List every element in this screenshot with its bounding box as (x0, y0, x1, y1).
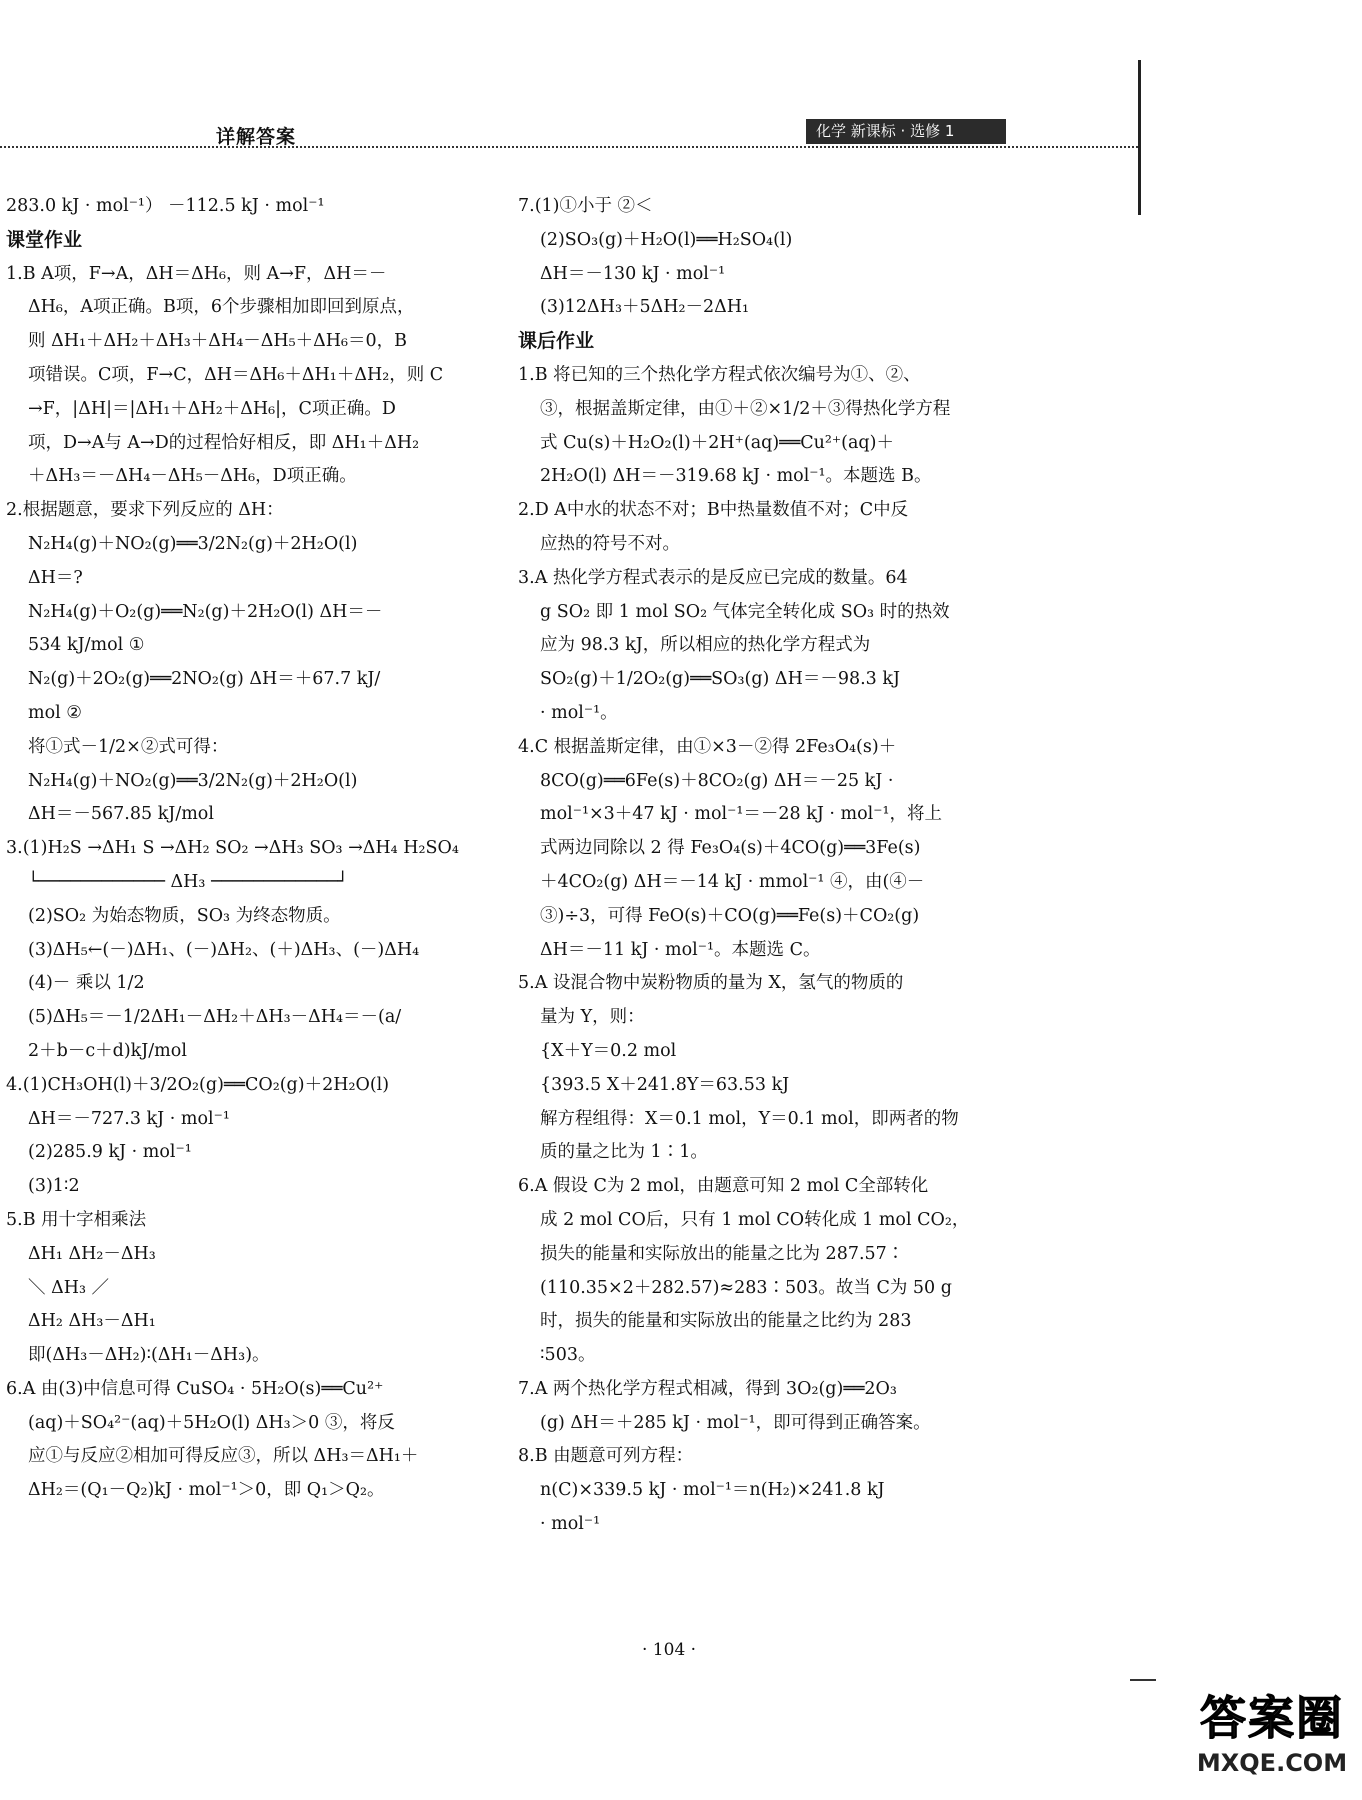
answer-line: 将①式－1/2×②式可得： (28, 736, 229, 757)
answer-line: (110.35×2＋282.57)≈283∶503。故当 C为 50 g (540, 1277, 952, 1298)
answer-line: 8CO(g)══6Fe(s)＋8CO₂(g) ΔH＝－25 kJ · (540, 770, 894, 791)
answer-line: 即(ΔH₃－ΔH₂)∶(ΔH₁－ΔH₃)。 (28, 1345, 270, 1366)
answer-line: 1.B A项，F→A，ΔH＝ΔH₆，则 A→F，ΔH＝－ (6, 263, 387, 284)
answer-line: (2)285.9 kJ · mol⁻¹ (28, 1142, 192, 1163)
answer-line: (3)ΔH₅←(－)ΔH₁、(－)ΔH₂、(＋)ΔH₃、(－)ΔH₄ (28, 939, 420, 960)
answer-line: N₂(g)＋2O₂(g)══2NO₂(g) ΔH＝＋67.7 kJ/ (28, 669, 381, 690)
answer-line: ΔH＝? (28, 567, 83, 588)
answer-line: 损失的能量和实际放出的能量之比为 287.57∶ (540, 1243, 905, 1264)
answer-line: SO₂(g)＋1/2O₂(g)══SO₃(g) ΔH＝－98.3 kJ (540, 669, 900, 690)
answer-line: 成 2 mol CO后，只有 1 mol CO转化成 1 mol CO₂， (540, 1209, 970, 1230)
answer-line: 应为 98.3 kJ，所以相应的热化学方程式为 (540, 635, 871, 656)
header-subject-tag: 化学 新课标 · 选修 1 (806, 119, 1006, 144)
answer-line: ∶503。 (540, 1345, 596, 1366)
answer-line: 应①与反应②相加可得反应③，所以 ΔH₃＝ΔH₁＋ (28, 1446, 419, 1467)
answer-line: 534 kJ/mol ① (28, 635, 145, 656)
answer-line: 时，损失的能量和实际放出的能量之比约为 283 (540, 1311, 912, 1332)
answer-line: 式 Cu(s)＋H₂O₂(l)＋2H⁺(aq)══Cu²⁺(aq)＋ (540, 432, 894, 453)
section-heading: 课堂作业 (6, 228, 83, 251)
answer-line: 8.B 由题意可列方程： (518, 1446, 694, 1467)
answer-line: 式两边同除以 2 得 Fe₃O₄(s)＋4CO(g)══3Fe(s) (540, 838, 921, 859)
answer-line: g SO₂ 即 1 mol SO₂ 气体完全转化成 SO₃ 时的热效 (540, 601, 950, 622)
left-column (6, 190, 496, 1508)
answer-line: 量为 Y，则： (540, 1007, 645, 1028)
answer-line: mol⁻¹×3＋47 kJ · mol⁻¹＝－28 kJ · mol⁻¹，将上 (540, 804, 943, 825)
answer-line: ΔH₆，A项正确。B项，6个步骤相加即回到原点， (28, 297, 415, 318)
answer-line: →F，|ΔH|＝|ΔH₁＋ΔH₂＋ΔH₆|，C项正确。D (28, 398, 396, 419)
answer-line: mol ② (28, 702, 82, 723)
page-number: · 104 · (642, 1640, 697, 1660)
answer-line: · mol⁻¹。 (540, 702, 618, 723)
answer-line: ΔH＝－567.85 kJ/mol (28, 804, 214, 825)
answer-line: ＋ΔH₃＝－ΔH₄－ΔH₅－ΔH₆，D项正确。 (28, 466, 357, 487)
answer-line: ③)÷3，可得 FeO(s)＋CO(g)══Fe(s)＋CO₂(g) (540, 905, 920, 926)
margin-rule (1138, 60, 1141, 215)
answer-line: (3)1∶2 (28, 1176, 80, 1197)
answer-line: 项，D→A与 A→D的过程恰好相反，即 ΔH₁＋ΔH₂ (28, 432, 420, 453)
answer-line: ＼ ΔH₃ ／ (28, 1277, 110, 1298)
watermark-logo-text: 答案圈 (1200, 1691, 1344, 1745)
answer-line: (4)－ 乘以 1/2 (28, 973, 145, 994)
answer-line: (g) ΔH＝＋285 kJ · mol⁻¹，即可得到正确答案。 (540, 1412, 931, 1433)
answer-line: 7.(1)①小于 ②＜ (518, 196, 653, 216)
answer-line: ΔH＝－11 kJ · mol⁻¹。本题选 C。 (540, 939, 821, 960)
answer-line: 质的量之比为 1∶1。 (540, 1142, 708, 1163)
answer-line: (5)ΔH₅＝－1/2ΔH₁－ΔH₂＋ΔH₃－ΔH₄＝－(a/ (28, 1007, 402, 1028)
answer-line: 5.A 设混合物中炭粉物质的量为 X，氢气的物质的 (518, 973, 904, 994)
answer-line: 项错误。C项，F→C，ΔH＝ΔH₆＋ΔH₁＋ΔH₂，则 C (28, 364, 444, 385)
answer-line: 2H₂O(l) ΔH＝－319.68 kJ · mol⁻¹。本题选 B。 (540, 466, 932, 487)
answer-line: 4.(1)CH₃OH(l)＋3/2O₂(g)══CO₂(g)＋2H₂O(l) (6, 1074, 390, 1095)
answer-line: 3.A 热化学方程式表示的是反应已完成的数量。64 (518, 567, 908, 588)
divider-mark (1130, 1679, 1156, 1681)
answer-line: 2＋b－c＋d)kJ/mol (28, 1040, 187, 1061)
answer-line: N₂H₄(g)＋NO₂(g)══3/2N₂(g)＋2H₂O(l) (28, 770, 358, 791)
answer-line: · mol⁻¹ (540, 1514, 601, 1535)
answer-line: N₂H₄(g)＋O₂(g)══N₂(g)＋2H₂O(l) ΔH＝－ (28, 601, 383, 622)
answer-line: n(C)×339.5 kJ · mol⁻¹＝n(H₂)×241.8 kJ (540, 1480, 885, 1501)
answer-line: ③，根据盖斯定律，由①＋②×1/2＋③得热化学方程 (540, 398, 951, 419)
answer-line: 3.(1)H₂S →ΔH₁ S →ΔH₂ SO₂ →ΔH₃ SO₃ →ΔH₄ H₂SO₄ (6, 838, 459, 859)
answer-line: 4.C 根据盖斯定律，由①×3－②得 2Fe₃O₄(s)＋ (518, 736, 897, 757)
answer-line: (aq)＋SO₄²⁻(aq)＋5H₂O(l) ΔH₃＞0 ③，将反 (28, 1412, 395, 1433)
answer-line: (2)SO₃(g)＋H₂O(l)══H₂SO₄(l) (540, 229, 793, 250)
answer-line: 7.A 两个热化学方程式相减，得到 3O₂(g)══2O₃ (518, 1378, 897, 1399)
header-title: 详解答案 (216, 126, 297, 148)
watermark-url: MXQE.COM (1196, 1749, 1348, 1777)
answer-line: ＋4CO₂(g) ΔH＝－14 kJ · mmol⁻¹ ④，由(④－ (540, 871, 925, 892)
answer-line: 2.D A中水的状态不对；B中热量数值不对；C中反 (518, 500, 909, 521)
answer-line: ΔH₁ ΔH₂－ΔH₃ (28, 1243, 156, 1264)
answer-line: ΔH＝－130 kJ · mol⁻¹ (540, 263, 726, 284)
answer-line: (3)12ΔH₃＋5ΔH₂－2ΔH₁ (540, 297, 750, 318)
header-divider (0, 146, 1138, 148)
answer-line: ΔH₂＝(Q₁－Q₂)kJ · mol⁻¹＞0，即 Q₁＞Q₂。 (28, 1480, 385, 1501)
answer-line: └──────────── ΔH₃ ────────────┘ (28, 871, 348, 892)
answer-line: 283.0 kJ · mol⁻¹） －112.5 kJ · mol⁻¹ (6, 196, 325, 216)
right-column (518, 190, 1013, 1542)
answer-line: 1.B 将已知的三个热化学方程式依次编号为①、②、 (518, 364, 921, 385)
answer-line: N₂H₄(g)＋NO₂(g)══3/2N₂(g)＋2H₂O(l) (28, 533, 358, 554)
answer-line: 应热的符号不对。 (540, 533, 680, 554)
answer-line: {X＋Y＝0.2 mol (540, 1040, 677, 1061)
watermark-logo (1190, 1690, 1354, 1794)
answer-line: 6.A 由(3)中信息可得 CuSO₄ · 5H₂O(s)══Cu²⁺ (6, 1378, 384, 1399)
answer-line: 2.根据题意，要求下列反应的 ΔH： (6, 500, 284, 521)
answer-line: (2)SO₂ 为始态物质，SO₃ 为终态物质。 (28, 905, 341, 926)
answer-line: 5.B 用十字相乘法 (6, 1209, 147, 1230)
answer-line: 则 ΔH₁＋ΔH₂＋ΔH₃＋ΔH₄－ΔH₅＋ΔH₆＝0，B (28, 331, 408, 352)
answer-line: ΔH₂ ΔH₃－ΔH₁ (28, 1311, 156, 1332)
section-heading: 课后作业 (518, 330, 595, 353)
answer-line: 6.A 假设 C为 2 mol，由题意可知 2 mol C全部转化 (518, 1176, 929, 1197)
answer-line: 解方程组得：X＝0.1 mol，Y＝0.1 mol，即两者的物 (540, 1108, 959, 1129)
answer-line: ΔH＝－727.3 kJ · mol⁻¹ (28, 1108, 230, 1129)
answer-line: {393.5 X＋241.8Y＝63.53 kJ (540, 1074, 790, 1095)
